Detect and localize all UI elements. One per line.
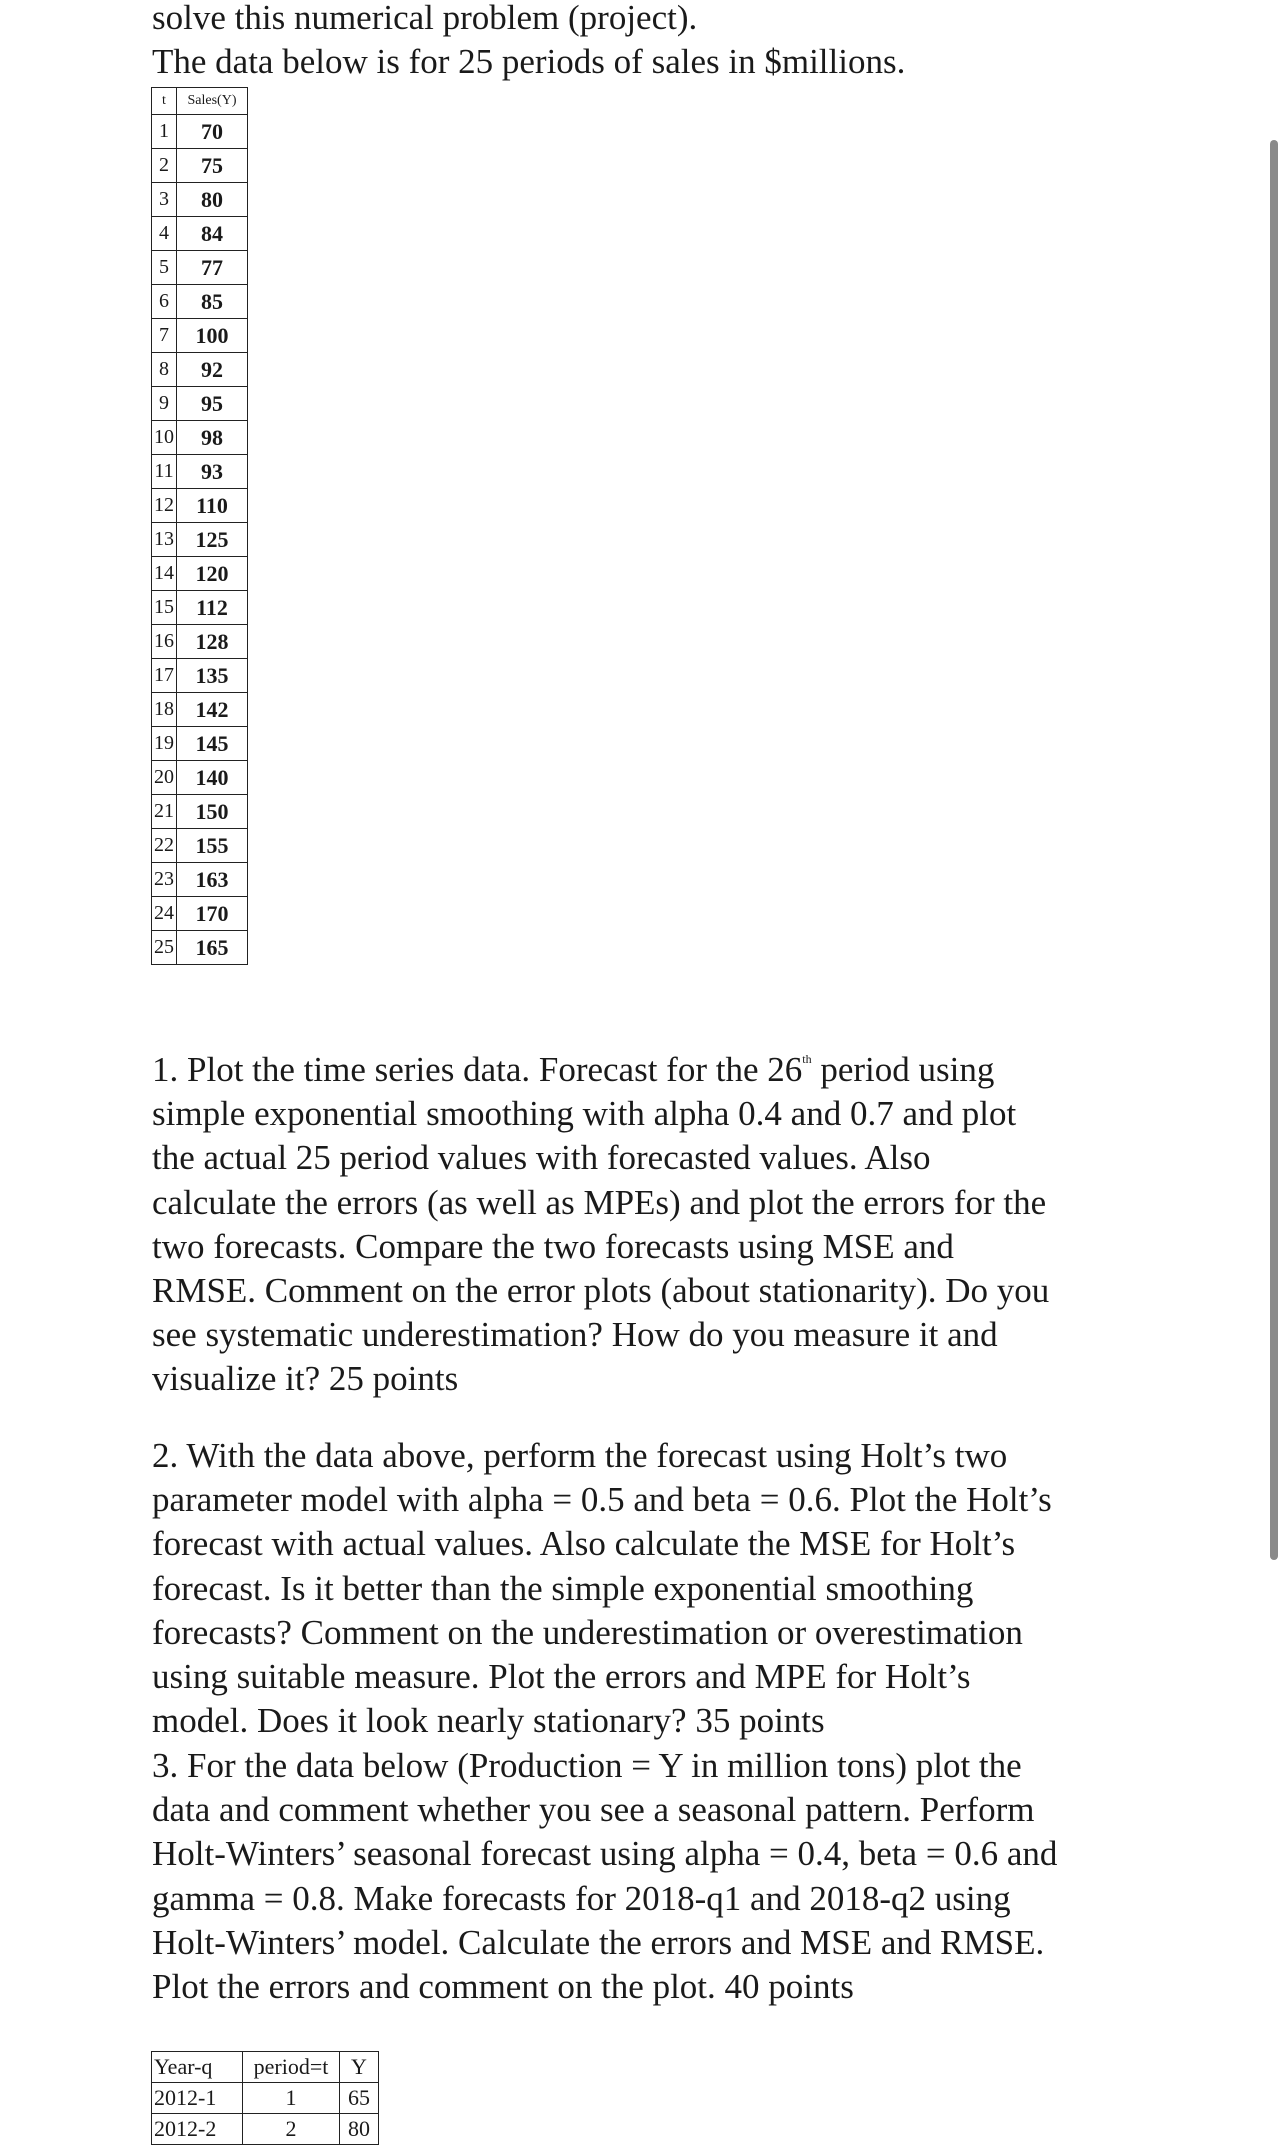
sales-cell: 95: [177, 387, 248, 421]
period-cell: 24: [152, 897, 177, 931]
header-period: period=t: [243, 2052, 340, 2083]
sales-cell: 163: [177, 863, 248, 897]
sales-cell: 77: [177, 251, 248, 285]
question-1-line: simple exponential smoothing with alpha 0.4 and 0.7 and plot: [152, 1094, 1017, 1134]
period-cell: 20: [152, 761, 177, 795]
production-table-header: [152, 2052, 379, 2083]
sales-cell: 112: [177, 591, 248, 625]
period-cell: 10: [152, 421, 177, 455]
table-row: [152, 115, 248, 149]
table-row: [152, 2083, 379, 2114]
table-row: [152, 625, 248, 659]
period-cell: 18: [152, 693, 177, 727]
intro-line-2: The data below is for 25 periods of sales in $millions.: [152, 42, 906, 81]
intro-line-1: solve this numerical problem (project).: [152, 0, 698, 37]
question-3: [152, 1744, 1057, 2009]
table-row: [152, 217, 248, 251]
sales-cell: 80: [177, 183, 248, 217]
sales-cell: 84: [177, 217, 248, 251]
sales-table: [151, 87, 248, 965]
question-2: [152, 1434, 1052, 1743]
question-2-line: using suitable measure. Plot the errors and MPE for Holt’s: [152, 1657, 971, 1697]
table-row: [152, 863, 248, 897]
question-2-line: 2. With the data above, perform the forecast using Holt’s two: [152, 1436, 1008, 1475]
table-row: [152, 591, 248, 625]
question-1-line: RMSE. Comment on the error plots (about stationarity). Do you: [152, 1271, 1050, 1311]
y-cell: 80: [340, 2114, 379, 2145]
period-cell: 6: [152, 285, 177, 319]
period-cell: 2: [243, 2114, 340, 2145]
table-row: [152, 795, 248, 829]
period-cell: 14: [152, 557, 177, 591]
period-cell: 17: [152, 659, 177, 693]
table-row: [152, 183, 248, 217]
question-1-line: calculate the errors (as well as MPEs) and plot the errors for the: [152, 1182, 1047, 1222]
header-year-q: Year-q: [152, 2052, 243, 2083]
question-3-line: Plot the errors and comment on the plot. 40 points: [152, 1967, 854, 2007]
table-row: [152, 727, 248, 761]
sales-cell: 140: [177, 761, 248, 795]
sales-cell: 170: [177, 897, 248, 931]
sales-table-header: [152, 88, 248, 115]
table-row: [152, 489, 248, 523]
period-cell: 3: [152, 183, 177, 217]
question-2-line: forecast with actual values. Also calculate the MSE for Holt’s: [152, 1524, 1016, 1564]
question-2-line: parameter model with alpha = 0.5 and beta = 0.6. Plot the Holt’s: [152, 1480, 1052, 1520]
question-1: [152, 1037, 1049, 1402]
sales-cell: 110: [177, 489, 248, 523]
header-sales: Sales(Y): [177, 88, 248, 115]
question-3-line: gamma = 0.8. Make forecasts for 2018-q1 and 2018-q2 using: [152, 1878, 1011, 1918]
table-row: [152, 421, 248, 455]
period-cell: 21: [152, 795, 177, 829]
period-cell: 23: [152, 863, 177, 897]
period-cell: 12: [152, 489, 177, 523]
table-row: [152, 829, 248, 863]
question-3-line: Holt-Winters’ model. Calculate the errors and MSE and RMSE.: [152, 1922, 1045, 1962]
table-row: [152, 931, 248, 965]
period-cell: 8: [152, 353, 177, 387]
period-cell: 13: [152, 523, 177, 557]
table-row: [152, 557, 248, 591]
sales-cell: 165: [177, 931, 248, 965]
table-row: [152, 319, 248, 353]
table-row: [152, 2114, 379, 2145]
y-cell: 65: [340, 2083, 379, 2114]
question-3-line: Holt-Winters’ seasonal forecast using alpha = 0.4, beta = 0.6 and: [152, 1834, 1058, 1874]
period-cell: 15: [152, 591, 177, 625]
table-row: [152, 353, 248, 387]
question-1-line-1: 1. Plot the time series data. Forecast for the 26th period using: [152, 1050, 995, 1089]
table-row: [152, 149, 248, 183]
question-3-line: 3. For the data below (Production = Y in million tons) plot the: [152, 1746, 1022, 1785]
period-cell: 2: [152, 149, 177, 183]
vertical-scrollbar[interactable]: [1270, 140, 1278, 1560]
period-cell: 1: [243, 2083, 340, 2114]
header-t: t: [152, 88, 177, 115]
year-q-cell: 2012-2: [152, 2114, 243, 2145]
period-cell: 16: [152, 625, 177, 659]
period-cell: 1: [152, 115, 177, 149]
sales-cell: 98: [177, 421, 248, 455]
period-cell: 4: [152, 217, 177, 251]
table-row: [152, 693, 248, 727]
sales-cell: 145: [177, 727, 248, 761]
sales-cell: 92: [177, 353, 248, 387]
sales-cell: 155: [177, 829, 248, 863]
question-1-line: the actual 25 period values with forecasted values. Also: [152, 1138, 931, 1178]
question-3-line: data and comment whether you see a seasonal pattern. Perform: [152, 1790, 1035, 1830]
table-row: [152, 455, 248, 489]
sales-cell: 85: [177, 285, 248, 319]
period-cell: 19: [152, 727, 177, 761]
table-row: [152, 761, 248, 795]
table-row: [152, 659, 248, 693]
sales-cell: 100: [177, 319, 248, 353]
year-q-cell: 2012-1: [152, 2083, 243, 2114]
question-1-line: two forecasts. Compare the two forecasts using MSE and: [152, 1226, 954, 1266]
question-1-line: see systematic underestimation? How do you measure it and: [152, 1315, 998, 1355]
sales-cell: 125: [177, 523, 248, 557]
period-cell: 11: [152, 455, 177, 489]
question-1-line: visualize it? 25 points: [152, 1359, 459, 1399]
question-2-line: model. Does it look nearly stationary? 35 points: [152, 1701, 825, 1741]
sales-cell: 70: [177, 115, 248, 149]
period-cell: 9: [152, 387, 177, 421]
sales-cell: 75: [177, 149, 248, 183]
sales-cell: 142: [177, 693, 248, 727]
period-cell: 25: [152, 931, 177, 965]
question-2-line: forecast. Is it better than the simple exponential smoothing: [152, 1568, 974, 1608]
sales-cell: 135: [177, 659, 248, 693]
table-row: [152, 251, 248, 285]
production-table: [151, 2051, 379, 2145]
table-row: [152, 387, 248, 421]
question-2-line: forecasts? Comment on the underestimation or overestimation: [152, 1612, 1023, 1652]
table-row: [152, 897, 248, 931]
period-cell: 5: [152, 251, 177, 285]
table-row: [152, 285, 248, 319]
period-cell: 7: [152, 319, 177, 353]
sales-cell: 150: [177, 795, 248, 829]
table-row: [152, 523, 248, 557]
sales-cell: 120: [177, 557, 248, 591]
header-y: Y: [340, 2052, 379, 2083]
sales-cell: 93: [177, 455, 248, 489]
sales-cell: 128: [177, 625, 248, 659]
period-cell: 22: [152, 829, 177, 863]
